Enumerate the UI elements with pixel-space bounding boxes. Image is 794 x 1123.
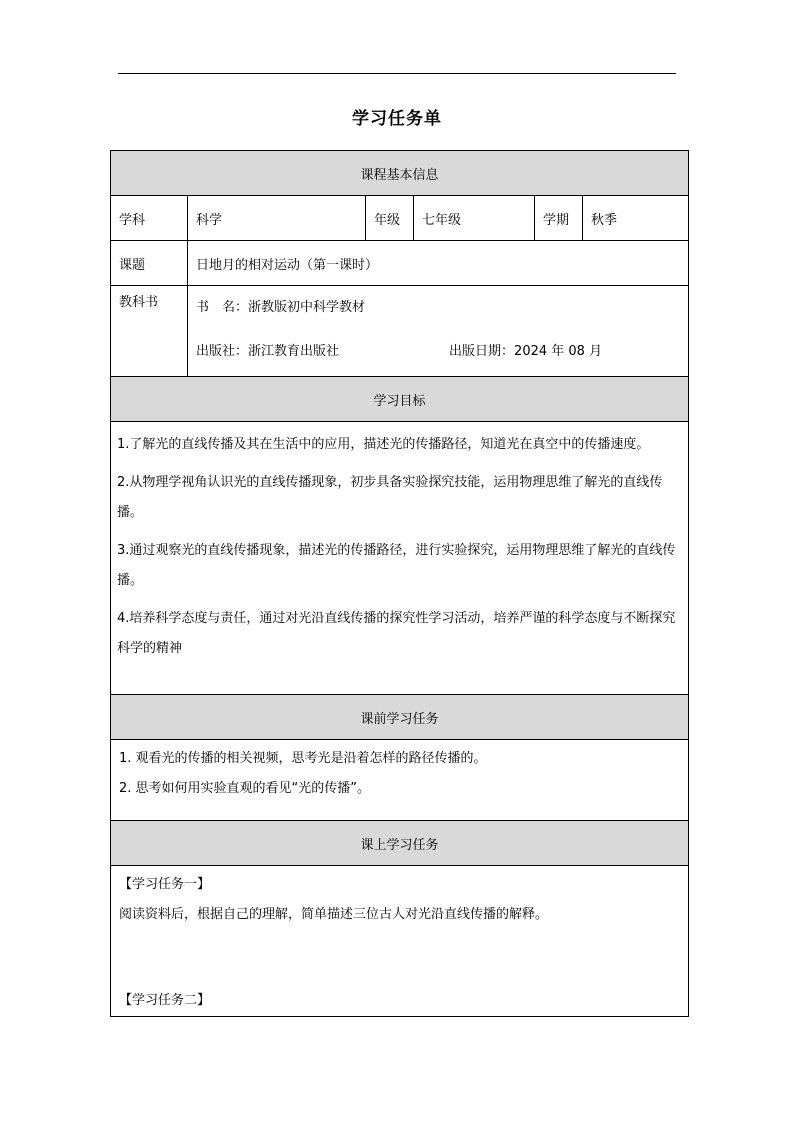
task1-title: 【学习任务一】 bbox=[119, 877, 211, 892]
goals-content bbox=[111, 422, 689, 695]
publisher-label: 出版社： bbox=[196, 344, 249, 359]
pub-date-value: 2024 年 08 月 bbox=[514, 344, 603, 359]
basic-info-header: 课程基本信息 bbox=[111, 151, 689, 196]
header-rule bbox=[118, 73, 676, 74]
publisher-row bbox=[196, 330, 680, 374]
topic-label: 课题 bbox=[111, 241, 188, 286]
goals-header: 学习目标 bbox=[111, 377, 689, 422]
in-class-header: 课上学习任务 bbox=[111, 821, 689, 866]
pre-class-content bbox=[111, 740, 689, 821]
subject-value: 科学 bbox=[188, 196, 366, 241]
page-title: 学习任务单 bbox=[352, 109, 442, 129]
pre-class-header: 课前学习任务 bbox=[111, 695, 689, 740]
term-label: 学期 bbox=[535, 196, 583, 241]
task-sheet-table bbox=[110, 150, 689, 1017]
textbook-info bbox=[188, 286, 689, 377]
textbook-label: 教科书 bbox=[111, 286, 188, 377]
book-name-label: 书 名： bbox=[196, 300, 249, 315]
goal-item: 4.培养科学态度与责任，通过对光沿直线传播的探究性学习活动，培养严谨的科学态度与不断探究科学的精神 bbox=[117, 611, 676, 656]
in-class-content bbox=[111, 866, 689, 1017]
pre-class-item: 1. 观看光的传播的相关视频，思考光是沿着怎样的路径传播的。 bbox=[119, 751, 487, 766]
task1-text: 阅读资料后，根据自己的理解，简单描述三位古人对光沿直线传播的解释。 bbox=[119, 907, 549, 922]
goal-item: 3.通过观察光的直线传播现象，描述光的传播路径，进行实验探究，运用物理思维了解光的直线传播。 bbox=[117, 543, 676, 588]
task2-title: 【学习任务二】 bbox=[119, 993, 211, 1008]
publisher-value: 浙江教育出版社 bbox=[248, 344, 340, 359]
topic-value: 日地月的相对运动（第一课时） bbox=[188, 241, 689, 286]
grade-label: 年级 bbox=[366, 196, 414, 241]
book-name-value: 浙教版初中科学教材 bbox=[248, 300, 366, 315]
subject-label: 学科 bbox=[111, 196, 188, 241]
book-name-row bbox=[196, 286, 680, 330]
goal-item: 2.从物理学视角认识光的直线传播现象，初步具备实验探究技能，运用物理思维了解光的直线传播。 bbox=[117, 475, 663, 520]
pre-class-item: 2. 思考如何用实验直观的看见“光的传播”。 bbox=[119, 781, 371, 796]
goal-item: 1.了解光的直线传播及其在生活中的应用，描述光的传播路径，知道光在真空中的传播速度。 bbox=[117, 437, 650, 452]
pub-date-label: 出版日期： bbox=[449, 344, 515, 359]
grade-value: 七年级 bbox=[414, 196, 535, 241]
term-value: 秋季 bbox=[583, 196, 689, 241]
